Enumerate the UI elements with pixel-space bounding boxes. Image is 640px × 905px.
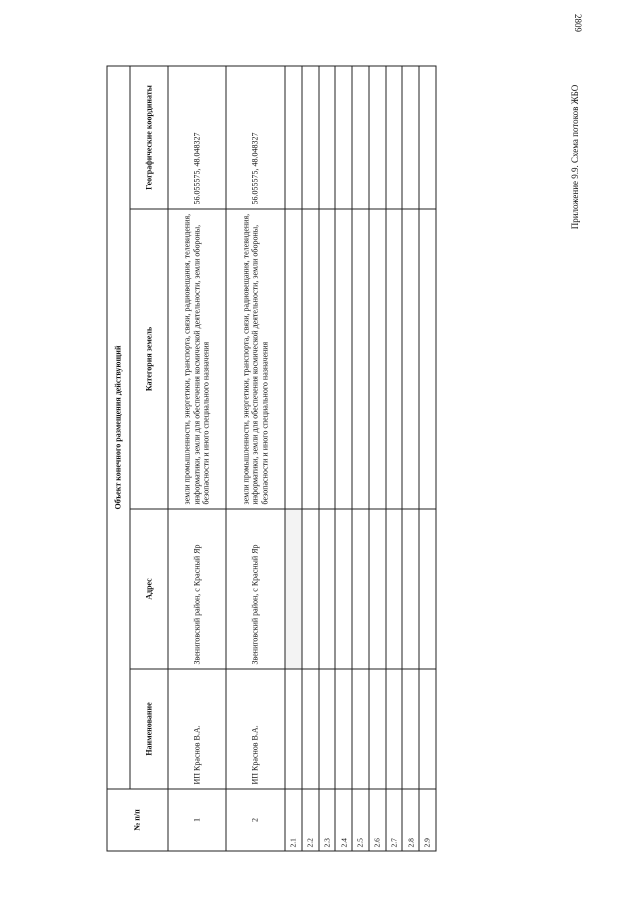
row-land-category: земли промышленности, энергетики, транспорта, связи, радиовещания, телевидения, информатики, земли для обеспечения космической деятельности, земли обороны, безопасности и иного специального назначения: [168, 209, 227, 509]
row-address: Звениговский район, с Красный Яр: [226, 509, 285, 669]
table-subrow: [319, 66, 336, 851]
subrow-num: 2.4: [335, 789, 352, 851]
page-number: 2809: [573, 14, 583, 32]
header-group: Объект конечного размещения действующий: [107, 66, 130, 789]
row-coordinates: 56.055575, 48.048327: [168, 66, 227, 209]
table-subrow: [285, 66, 302, 851]
table-subrow: [402, 66, 419, 851]
disposal-objects-table: [107, 65, 437, 851]
page-caption: Приложение 9.9. Схема потоков ЖБО: [570, 84, 580, 230]
subrow-num: 2.1: [285, 789, 302, 851]
table-subrow: [369, 66, 386, 851]
row-address: Звениговский район, с Красный Яр: [168, 509, 227, 669]
header-coordinates: Географические координаты: [130, 66, 168, 209]
rotated-table-container: [107, 67, 437, 852]
header-land-category: Категория земель: [130, 209, 168, 509]
table-subrow: [352, 66, 369, 851]
subrow-num: 2.3: [319, 789, 336, 851]
table-subrow: [386, 66, 403, 851]
row-name: ИП Краснов В.А.: [226, 669, 285, 789]
table-subrow: [419, 66, 436, 851]
subrow-num: 2.5: [352, 789, 369, 851]
header-name: Наименование: [130, 669, 168, 789]
subrow-num: 2.7: [386, 789, 403, 851]
subrow-num: 2.9: [419, 789, 436, 851]
row-land-category: земли промышленности, энергетики, транспорта, связи, радиовещания, телевидения, информатики, земли для обеспечения космической деятельности, земли обороны, безопасности и иного специального назначения: [226, 209, 285, 509]
subrow-num: 2.8: [402, 789, 419, 851]
table-row: [226, 66, 285, 851]
row-coordinates: 56.055575, 48.048327: [226, 66, 285, 209]
table-subrow: [335, 66, 352, 851]
row-num: 2: [226, 789, 285, 851]
header-address: Адрес: [130, 509, 168, 669]
subrow-num: 2.6: [369, 789, 386, 851]
header-num: № п/п: [107, 789, 168, 851]
row-name: ИП Краснов В.А.: [168, 669, 227, 789]
row-num: 1: [168, 789, 227, 851]
subrow-num: 2.2: [302, 789, 319, 851]
table-subrow: [302, 66, 319, 851]
table-row: [168, 66, 227, 851]
